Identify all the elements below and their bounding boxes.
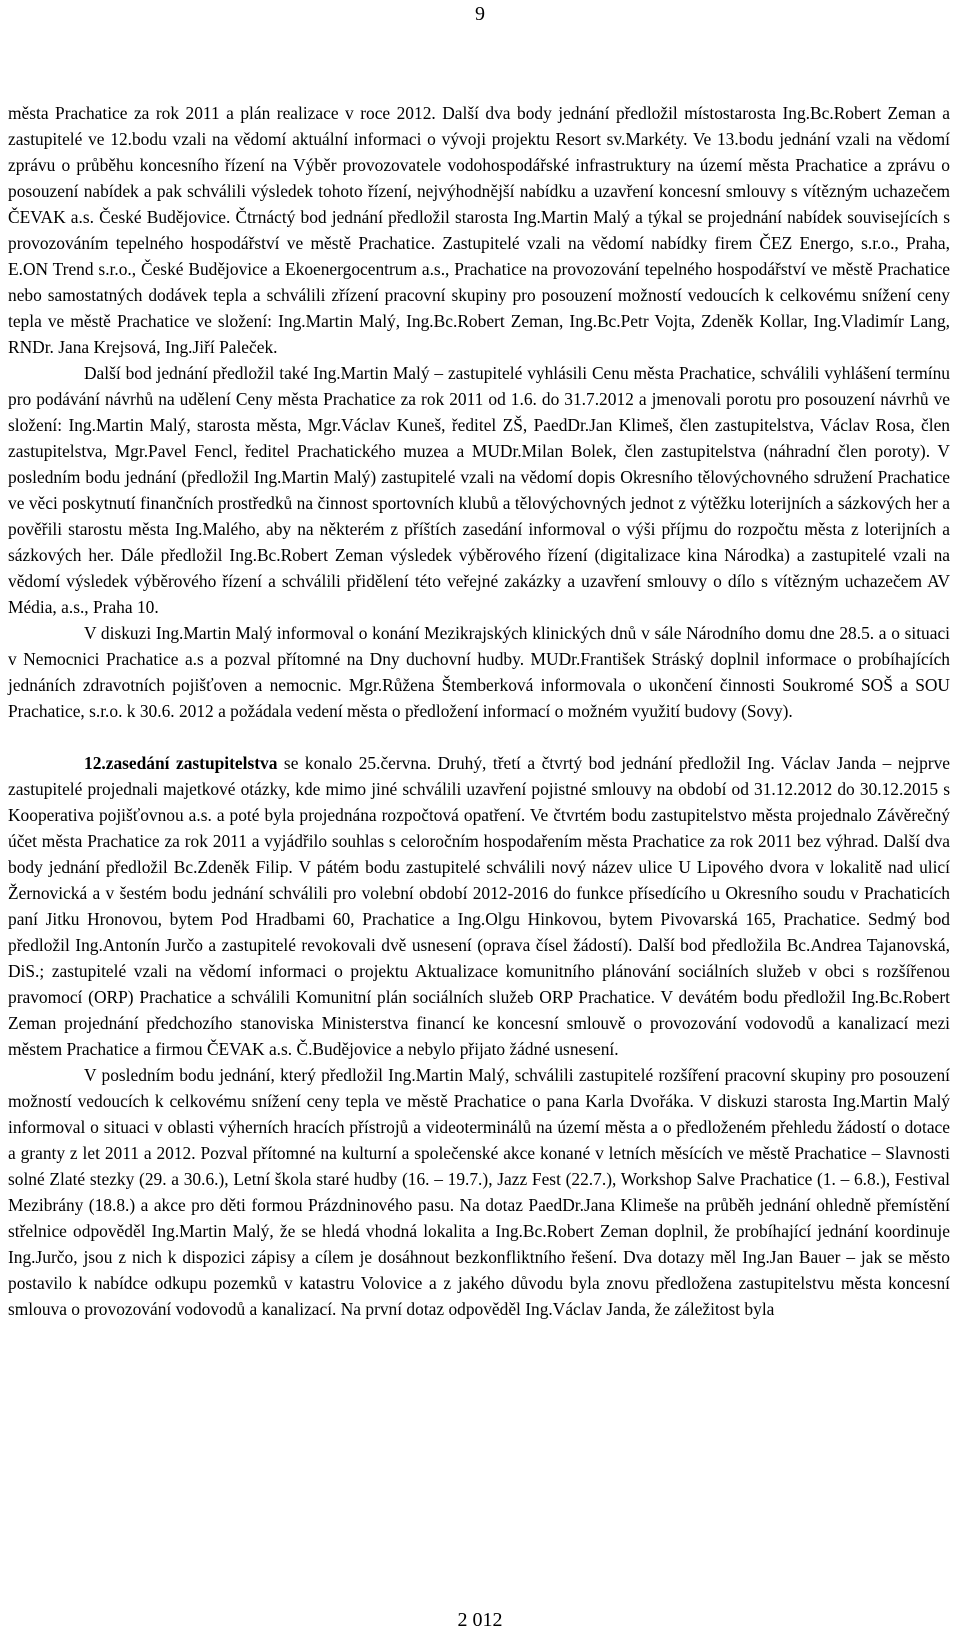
- page-footer: 2 012: [457, 1609, 503, 1631]
- paragraph: [8, 750, 950, 1062]
- paragraph-text: V diskuzi Ing.Martin Malý informoval o konání Mezikrajských klinických dnů v sále Národního domu dne 28.5. a o situaci v Nemocnici Prachatice a.s a pozval přítomné na Dny duchovní hudby. MUDr.František Stráský doplnil informace o probíhajících jednáních zdravotních pojišťoven a nemocnic. Mgr.Růžena Štemberková informovala o ukončení činnosti Soukromé SOŠ a SOU Prachatice, s.r.o. k 30.6. 2012 a požádala vedení města o předložení informací o možném využití budovy (Sovy).: [8, 623, 950, 721]
- paragraph: [8, 100, 950, 360]
- paragraph: [8, 1062, 950, 1322]
- paragraph-text: se konalo 25.června. Druhý, třetí a čtvrtý bod jednání předložil Ing. Václav Janda – nejprve zastupitelé projednali majetkové otázky, kde mimo jiné schválili uzavření pojistné smlouvy na období od 31.12.2012 do 30.12.2015 s Kooperativa pojišťovnou a.s. a poté byla projednána rozpočtová opatření. Ve čtvrtém bodu zastupitelstvo města projednalo Závěrečný účet města Prachatice za rok 2011 a vyjádřilo souhlas s celoročním hospodařením města Prachatice za rok 2011 bez výhrad. Další dva body jednání předložil Bc.Zdeněk Filip. V pátém bodu zastupitelé schválili nový název ulice U Lipového dvora v lokalitě nad ulicí Žernovická a v šestém bodu jednání schválili pro volební období 2012-2016 do funkce přísedícího u Okresního soudu v Prachaticích paní Jitku Hronovou, bytem Pod Hradbami 60, Prachatice a Ing.Olgu Hinkovou, bytem Pivovarská 165, Prachatice. Sedmý bod předložil Ing.Antonín Jurčo a zastupitelé revokovali dvě usnesení (oprava čísel žádostí). Další bod předložila Bc.Andrea Tajanovská, DiS.; zastupitelé vzali na vědomí informaci o projektu Aktualizace komunitního plánování sociálních služeb v obci s rozšířenou pravomocí (ORP) Prachatice a schválili Komunitní plán sociálních služeb ORP Prachatice. V devátém bodu předložil Ing.Bc.Robert Zeman projednání předchozího stanoviska Ministerstva financí ke koncesní smlouvě o provozování vodovodů a kanalizací mezi městem Prachatice a firmou ČEVAK a.s. Č.Budějovice a nebylo přijato žádné usnesení.: [8, 753, 950, 1059]
- paragraph-text: V posledním bodu jednání, který předložil Ing.Martin Malý, schválili zastupitelé rozšíření pracovní skupiny pro posouzení možností vedoucích k celkovému snížení ceny tepla ve městě Prachatice o pana Karla Dvořáka. V diskuzi starosta Ing.Martin Malý informoval o situaci v oblasti výherních hracích přístrojů a videoterminálů na území města a o předloženém přehledu žádostí o dotace a granty z let 2011 a 2012. Pozval přítomné na kulturní a společenské akce konané v letních měsících ve městě Prachatice – Slavnosti solné Zlaté stezky (29. a 30.6.), Letní škola staré hudby (16. – 19.7.), Jazz Fest (22.7.), Workshop Salve Prachatice (1. – 6.8.), Festival Mezibrány (18.8.) a akce pro děti formou Prázdninového pasu. Na dotaz PaedDr.Jana Klimeše na průběh jednání ohledně přemístění střelnice odpověděl Ing.Martin Malý, že se hledá vhodná lokalita a Ing.Bc.Robert Zeman doplnil, že probíhající jednání koordinuje Ing.Jurčo, jsou z nich k dispozici zápisy a cílem je dosáhnout bezkonfliktního řešení. Dva dotazy měl Ing.Jan Bauer – jak se město postavilo k nabídce odkupu pozemků v katastru Volovice a z jakého důvodu byla znovu předložena zastupitelstvu města koncesní smlouva o provozování vodovodů a kanalizací. Na první dotaz odpověděl Ing.Václav Janda, že záležitost byla: [8, 1065, 950, 1319]
- section-lead: 12.zasedání zastupitelstva: [84, 753, 278, 773]
- paragraph: [8, 360, 950, 620]
- paragraph: [8, 620, 950, 724]
- document-body: [8, 100, 950, 1322]
- page-number: 9: [475, 3, 485, 25]
- paragraph-text: Další bod jednání předložil také Ing.Martin Malý – zastupitelé vyhlásili Cenu města Prachatice, schválili vyhlášení termínu pro podávání návrhů na udělení Ceny města Prachatice za rok 2011 od 1.6. do 31.7.2012 a jmenovali porotu pro posouzení návrhů ve složení: Ing.Martin Malý, starosta města, Mgr.Václav Kuneš, ředitel ZŠ, PaedDr.Jan Klimeš, člen zastupitelstva, Václav Rosa, člen zastupitelstva, Mgr.Pavel Fencl, ředitel Prachatického muzea a MUDr.Milan Bolek, člen zastupitelstva (náhradní člen poroty). V posledním bodu jednání (předložil Ing.Martin Malý) zastupitelé vzali na vědomí dopis Okresního tělovýchovného sdružení Prachatice ve věci poskytnutí finančních prostředků na činnost sportovních klubů a tělovýchovných jednot z výtěžku loterijních a sázkových her a pověřili starostu města Ing.Malého, aby na některém z příštích zasedání informoval o výši příjmu do rozpočtu města z loterijních a sázkových her. Dále předložil Ing.Bc.Robert Zeman výsledek výběrového řízení (digitalizace kina Národka) a zastupitelé vzali na vědomí výsledek výběrového řízení a schválili přidělení této veřejné zakázky a uzavření smlouvy o dílo s vítězným uchazečem AV Média, a.s., Praha 10.: [8, 363, 950, 617]
- paragraph-text: města Prachatice za rok 2011 a plán realizace v roce 2012. Další dva body jednání předložil místostarosta Ing.Bc.Robert Zeman a zastupitelé ve 12.bodu vzali na vědomí aktuální informaci o vývoji projektu Resort sv.Markéty. Ve 13.bodu jednání vzali na vědomí zprávu o průběhu koncesního řízení na Výběr provozovatele vodohospodářské infrastruktury na území města Prachatice a zprávu o posouzení nabídek a pak schválili výsledek tohoto řízení, nejvýhodnější nabídku a uzavření koncesní smlouvy s vítězným uchazečem ČEVAK a.s. České Budějovice. Čtrnáctý bod jednání předložil starosta Ing.Martin Malý a týkal se projednání nabídek souvisejících s provozováním tepelného hospodářství ve městě Prachatice. Zastupitelé vzali na vědomí nabídky firem ČEZ Energo, s.r.o., Praha, E.ON Trend s.r.o., České Budějovice a Ekoenergocentrum a.s., Prachatice na provozování tepelného hospodářství ve městě Prachatice nebo samostatných dodávek tepla a schválili zřízení pracovní skupiny pro posouzení možností vedoucích k celkovému snížení ceny tepla ve městě Prachatice ve složení: Ing.Martin Malý, Ing.Bc.Robert Zeman, Ing.Bc.Petr Vojta, Zdeněk Kollar, Ing.Vladimír Lang, RNDr. Jana Krejsová, Ing.Jiří Paleček.: [8, 103, 950, 357]
